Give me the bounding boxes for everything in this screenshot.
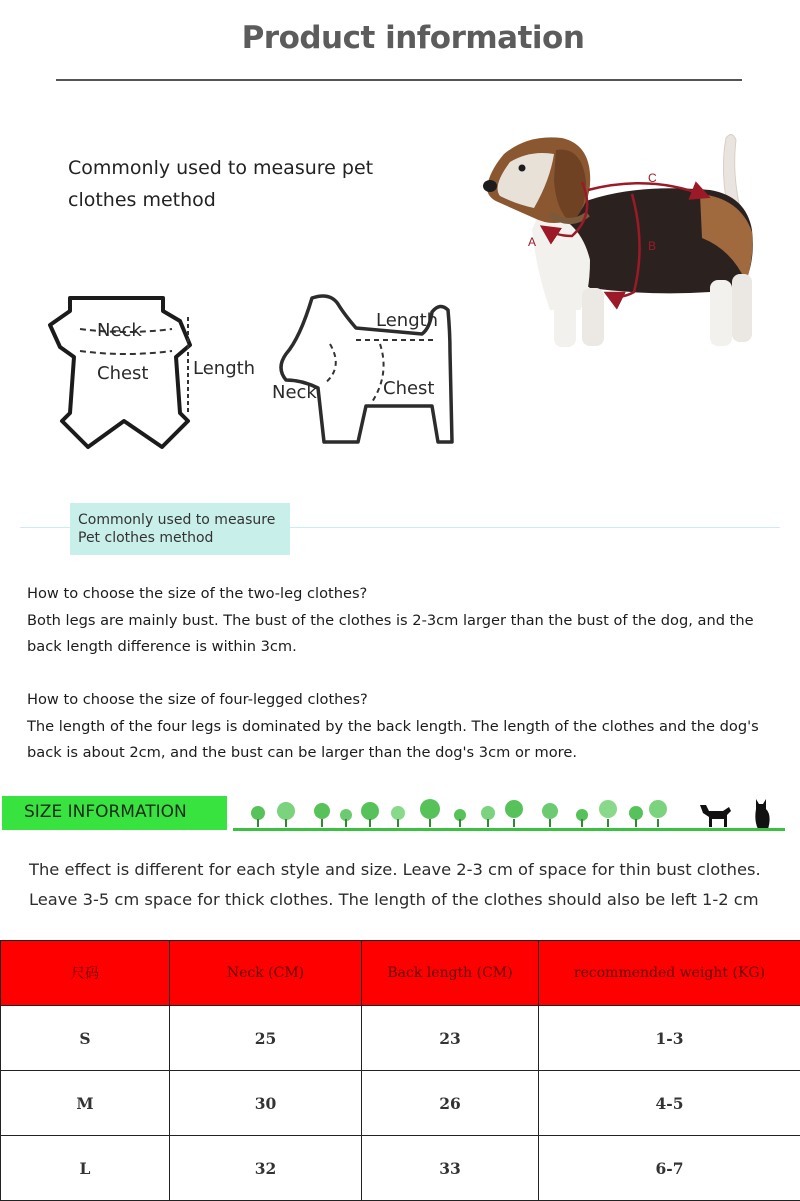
- cell-back-length: 33: [362, 1136, 539, 1201]
- cell-neck: 30: [170, 1071, 362, 1136]
- diagram-label-length-dog: Length: [376, 310, 438, 331]
- header-size: 尺码: [1, 941, 170, 1006]
- header-recommended-weight: recommended weight (KG): [539, 941, 800, 1006]
- diagram-label-chest: Chest: [97, 363, 149, 384]
- cell-size: M: [1, 1071, 170, 1136]
- size-info-rule: [233, 828, 785, 831]
- cell-weight: 4-5: [539, 1071, 800, 1136]
- header-neck: Neck (CM): [170, 941, 362, 1006]
- page-title: Product information: [0, 20, 800, 56]
- four-leg-dog-diagram: [272, 288, 472, 453]
- cell-neck: 25: [170, 1006, 362, 1071]
- size-info-label: SIZE INFORMATION: [24, 798, 187, 826]
- cell-weight: 1-3: [539, 1006, 800, 1071]
- cell-back-length: 23: [362, 1006, 539, 1071]
- cell-size: L: [1, 1136, 170, 1201]
- two-leg-answer: Both legs are mainly bust. The bust of the clothes is 2-3cm larger than the bust of the dog, and the back length difference is within 3cm.: [27, 608, 787, 661]
- arrow-label-a: A: [528, 235, 536, 249]
- cell-size: S: [1, 1006, 170, 1071]
- beagle-measurement-illustration: [470, 110, 800, 360]
- two-leg-question: How to choose the size of the two-leg clothes?: [27, 581, 787, 608]
- diagram-label-neck: Neck: [97, 320, 142, 341]
- diagram-label-chest-dog: Chest: [383, 378, 435, 399]
- header-back-length: Back length (CM): [362, 941, 539, 1006]
- table-row: [1, 1136, 800, 1201]
- banner-line-2: Pet clothes method: [78, 529, 290, 547]
- diagram-label-length: Length: [193, 358, 255, 379]
- arrow-label-b: B: [648, 239, 656, 253]
- diagram-label-neck-dog: Neck: [272, 382, 317, 403]
- dog-cat-silhouette-icon: [700, 799, 770, 829]
- table-header-row: [1, 941, 800, 1006]
- banner-line-1: Commonly used to measure: [78, 511, 290, 529]
- cell-neck: 32: [170, 1136, 362, 1201]
- two-leg-guide: [27, 581, 787, 661]
- measure-banner: [70, 503, 290, 555]
- table-row: [1, 1071, 800, 1136]
- table-row: [1, 1006, 800, 1071]
- four-leg-question: How to choose the size of four-legged clothes?: [27, 687, 787, 714]
- measure-heading: Commonly used to measure pet clothes method: [68, 152, 378, 216]
- cell-weight: 6-7: [539, 1136, 800, 1201]
- cell-back-length: 26: [362, 1071, 539, 1136]
- four-leg-answer: The length of the four legs is dominated by the back length. The length of the clothes and the dog's back is about 2cm, and the bust can be larger than the dog's 3cm or more.: [27, 714, 787, 767]
- arrow-label-c: C: [648, 171, 657, 185]
- size-table: [0, 940, 800, 1201]
- size-fit-note: The effect is different for each style and size. Leave 2-3 cm of space for thin bust clothes. Leave 3-5 cm space for thick clothes. The length of the clothes should also be left 1-2 cm: [29, 855, 799, 915]
- four-leg-guide: [27, 687, 787, 767]
- title-divider: [56, 79, 742, 81]
